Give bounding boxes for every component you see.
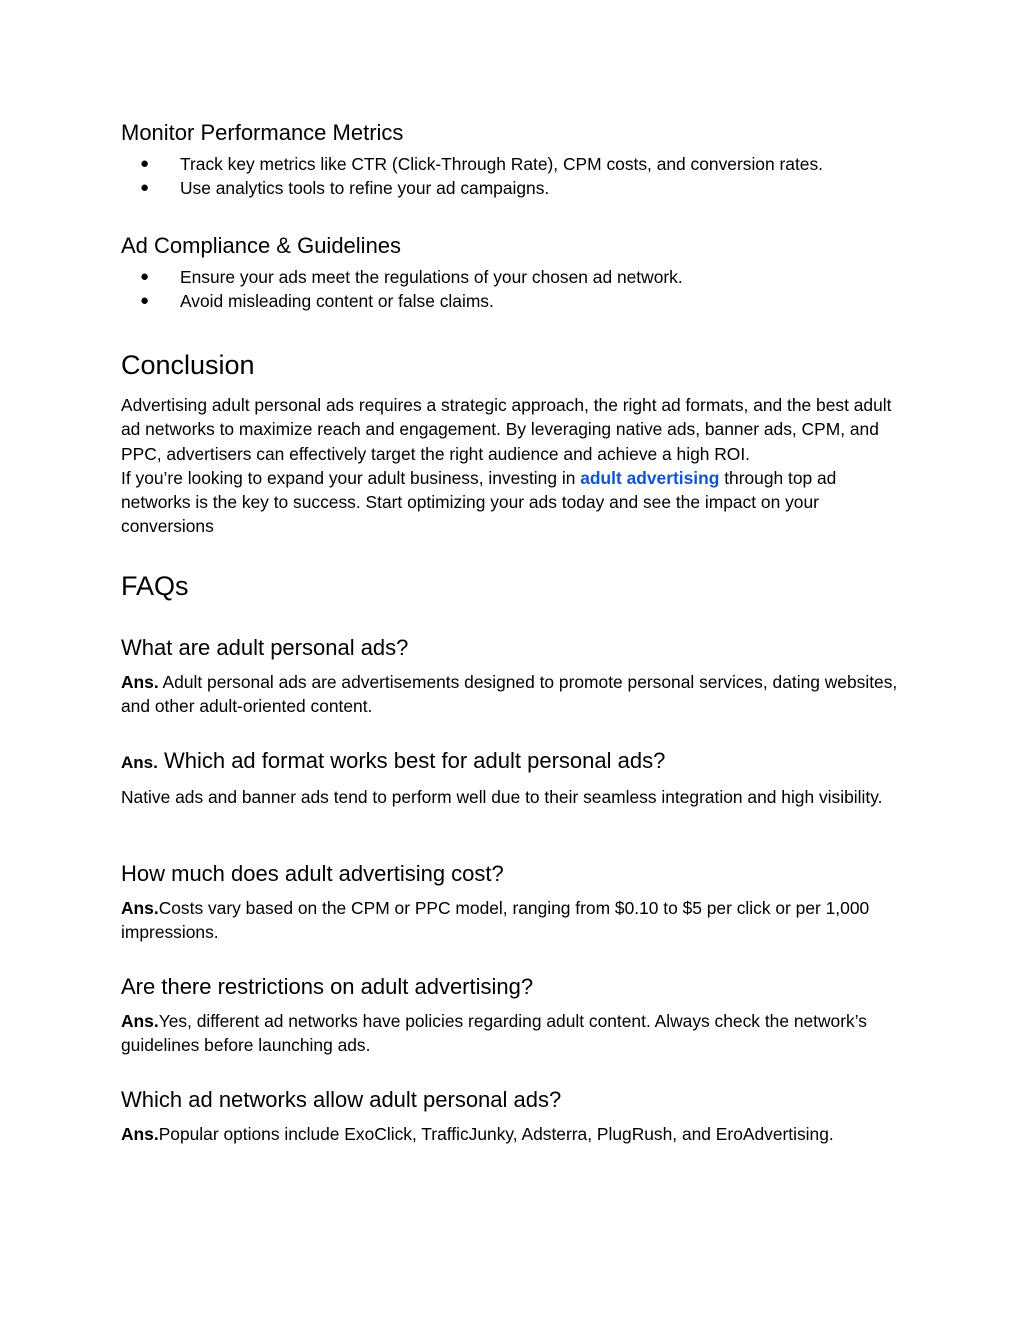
conclusion-section — [121, 349, 906, 539]
faq-answer — [121, 1009, 906, 1058]
conclusion-text-after-link: through top ad networks is the key to success. Start optimizing your ads today and see the impact on your conversions — [121, 467, 837, 537]
list-item — [121, 265, 906, 289]
ans-label: Ans. — [121, 898, 159, 918]
faq-answer-text: Costs vary based on the CPM or PPC model, ranging from $0.10 to $5 per click or per 1,000 impressions. — [121, 898, 870, 943]
compliance-bullet-list — [121, 265, 906, 314]
conclusion-paragraph-2 — [121, 466, 906, 539]
faq-item — [121, 748, 906, 809]
ans-label: Ans. — [121, 1124, 159, 1144]
faq-answer — [121, 670, 906, 719]
faq-question — [121, 748, 906, 776]
faq-answer-text: Yes, different ad networks have policies regarding adult content. Always check the network’s guidelines before launching ads. — [121, 1011, 867, 1056]
conclusion-paragraph: Advertising adult personal ads requires a strategic approach, the right ad formats, and the best adult ad networks to maximize reach and engagement. By leveraging native ads, banner ads, CPM, and PPC, advertisers can effectively target the right audience and achieve a high ROI. — [121, 395, 892, 464]
list-item — [121, 289, 906, 313]
list-item-text: Use analytics tools to refine your ad campaigns. — [180, 178, 550, 199]
faq-answer — [121, 1122, 906, 1146]
faqs-section — [121, 570, 906, 602]
list-item — [121, 176, 906, 200]
faq-question-text: Which ad format works best for adult personal ads? — [157, 748, 666, 773]
list-item — [121, 152, 906, 176]
compliance-heading: Ad Compliance & Guidelines — [121, 233, 402, 258]
ans-label: Ans. — [121, 753, 158, 772]
monitor-heading: Monitor Performance Metrics — [121, 120, 404, 145]
faq-question: Are there restrictions on adult advertising? — [121, 974, 534, 999]
compliance-section — [121, 233, 906, 314]
faq-question: What are adult personal ads? — [121, 635, 409, 660]
faq-answer-text: Adult personal ads are advertisements designed to promote personal services, dating websites, and other adult-oriented content. — [121, 672, 898, 717]
faq-item — [121, 635, 906, 719]
bullet-icon: ● — [140, 179, 150, 197]
list-item-text: Ensure your ads meet the regulations of your chosen ad network. — [180, 267, 683, 287]
ans-label: Ans. — [121, 672, 159, 692]
faq-item — [121, 974, 906, 1058]
bullet-icon: ● — [140, 268, 150, 285]
adult-advertising-link[interactable]: adult advertising — [580, 467, 720, 488]
monitor-bullet-list — [121, 152, 906, 201]
list-item-text: Track key metrics like CTR (Click-Through Rate), CPM costs, and conversion rates. — [180, 154, 823, 174]
ans-label: Ans. — [121, 1011, 159, 1031]
faq-answer — [121, 896, 906, 945]
faqs-heading: FAQs — [121, 571, 189, 601]
faq-answer: Native ads and banner ads tend to perform well due to their seamless integration and high visibility. — [121, 787, 883, 807]
list-item-text: Avoid misleading content or false claims. — [180, 291, 494, 312]
conclusion-heading: Conclusion — [121, 350, 255, 380]
faq-item — [121, 1087, 906, 1146]
conclusion-text-before-link: If you’re looking to expand your adult business, investing in — [121, 467, 581, 488]
bullet-icon: ● — [140, 155, 150, 172]
faq-question: Which ad networks allow adult personal ads? — [121, 1087, 562, 1112]
faq-answer-text: Popular options include ExoClick, TrafficJunky, Adsterra, PlugRush, and EroAdvertising. — [158, 1124, 834, 1144]
faq-item — [121, 861, 906, 945]
faq-question: How much does adult advertising cost? — [121, 861, 504, 886]
monitor-section — [121, 120, 906, 201]
bullet-icon: ● — [140, 292, 150, 310]
